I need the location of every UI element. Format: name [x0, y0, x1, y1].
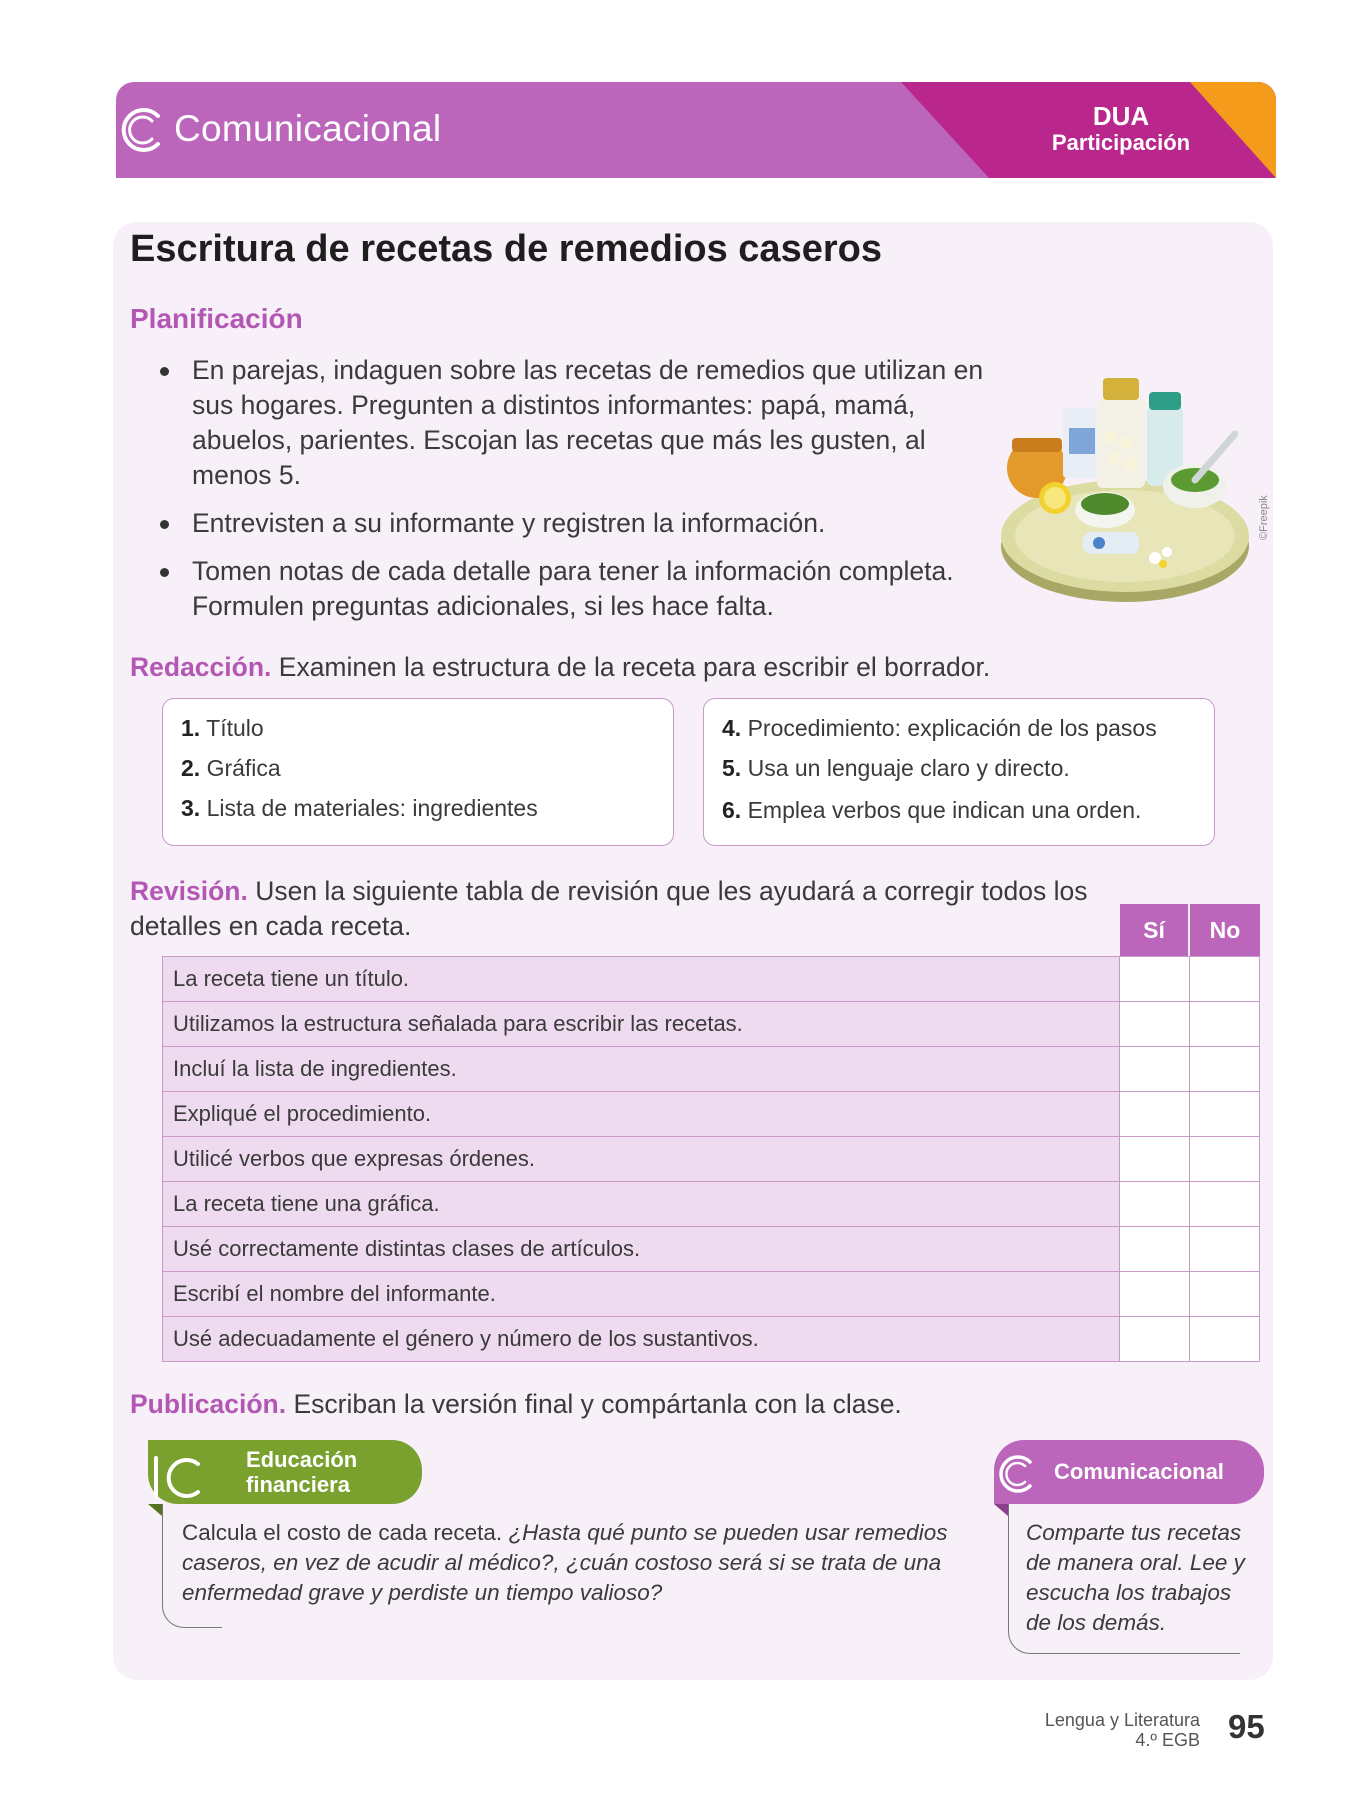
checkbox-no[interactable]	[1190, 1002, 1260, 1047]
checkbox-no[interactable]	[1190, 1317, 1260, 1362]
list-item: Entrevisten a su informante y registren la información.	[160, 506, 990, 541]
dua-badge	[1026, 102, 1216, 156]
drafting-text: Examinen la estructura de la receta para escribir el borrador.	[278, 652, 991, 682]
drafting-paragraph	[130, 650, 1180, 685]
checkbox-no[interactable]	[1190, 1092, 1260, 1137]
checkbox-yes[interactable]	[1120, 1182, 1190, 1227]
checkbox-no[interactable]	[1190, 1137, 1260, 1182]
column-header-yes: Sí	[1120, 904, 1188, 956]
list-item: 2. Gráfica	[181, 755, 281, 781]
revision-paragraph	[130, 874, 1110, 944]
checkbox-yes[interactable]	[1120, 1002, 1190, 1047]
planning-heading: Planificación	[130, 303, 303, 334]
communication-text: Comparte tus recetas de manera oral. Lee y escucha los trabajos de los demás.	[1026, 1520, 1245, 1635]
list-item: 5. Usa un lenguaje claro y directo.	[722, 755, 1070, 781]
table-row: La receta tiene un título.	[163, 957, 1260, 1002]
list-item: 1. Título	[181, 715, 264, 741]
drafting-heading: Redacción.	[130, 652, 272, 682]
list-item: 4. Procedimiento: explicación de los pasos	[722, 715, 1157, 741]
checkbox-no[interactable]	[1190, 1182, 1260, 1227]
footer-grade: 4.º EGB	[1135, 1730, 1200, 1750]
checkbox-yes[interactable]	[1120, 1047, 1190, 1092]
list-item: Tomen notas de cada detalle para tener la información completa. Formulen preguntas adicionales, si les hace falta.	[160, 554, 990, 624]
list-item: En parejas, indaguen sobre las recetas de remedios que utilizan en sus hogares. Pregunten a distintos informantes: papá, mamá, abuelos, parientes. Escojan las recetas que más les gusten, al menos 5.	[160, 353, 990, 493]
checkbox-yes[interactable]	[1120, 957, 1190, 1002]
page-footer	[980, 1710, 1200, 1750]
financial-education-tag: Educación financiera	[148, 1440, 422, 1504]
dua-sub: Participación	[1051, 130, 1191, 155]
checkbox-no[interactable]	[1190, 1272, 1260, 1317]
ic-logo-icon	[150, 1452, 210, 1504]
c-logo-icon	[116, 104, 172, 156]
footer-subject: Lengua y Literatura	[1044, 1710, 1200, 1730]
header-banner	[116, 82, 1276, 178]
dua-label: DUA	[1092, 101, 1150, 131]
table-row: Escribí el nombre del informante.	[163, 1272, 1260, 1317]
checkbox-no[interactable]	[1190, 1047, 1260, 1092]
table-row: Usé adecuadamente el género y número de los sustantivos.	[163, 1317, 1260, 1362]
structure-box-right	[703, 698, 1215, 846]
publication-text: Escriban la versión final y compártanla con la clase.	[293, 1389, 902, 1419]
table-row: Utilizamos la estructura señalada para escribir las recetas.	[163, 1002, 1260, 1047]
financial-text: Calcula el costo de cada receta.	[182, 1520, 509, 1545]
list-item: 3. Lista de materiales: ingredientes	[181, 795, 538, 821]
financial-question: ¿Hasta qué punto se pueden usar remedios caseros, en vez de acudir al médico?, ¿cuán costoso será si se trata de una enfermedad grave y perdiste un tiempo valioso?	[182, 1520, 948, 1605]
checkbox-no[interactable]	[1190, 1227, 1260, 1272]
publication-heading: Publicación.	[130, 1389, 287, 1419]
revision-table	[162, 956, 1260, 1362]
table-row: Usé correctamente distintas clases de artículos.	[163, 1227, 1260, 1272]
page-number: 95	[1228, 1708, 1265, 1745]
communication-note	[1026, 1518, 1256, 1638]
communication-tag: Comunicacional	[994, 1440, 1264, 1504]
checkbox-yes[interactable]	[1120, 1317, 1190, 1362]
financial-note	[182, 1518, 952, 1608]
column-header-no: No	[1190, 904, 1260, 956]
image-credit: ©Freepik	[1258, 495, 1270, 540]
page-title: Escritura de recetas de remedios caseros	[130, 228, 882, 270]
list-item: 6. Emplea verbos que indican una orden.	[722, 797, 1142, 823]
home-remedies-illustration	[995, 368, 1253, 608]
table-row: Utilicé verbos que expresas órdenes.	[163, 1137, 1260, 1182]
revision-text: Usen la siguiente tabla de revisión que les ayudará a corregir todos los detalles en cada receta.	[130, 876, 1088, 941]
table-row: Expliqué el procedimiento.	[163, 1092, 1260, 1137]
planning-list	[160, 353, 990, 637]
checkbox-no[interactable]	[1190, 957, 1260, 1002]
publication-paragraph	[130, 1387, 1180, 1422]
table-row: Incluí la lista de ingredientes.	[163, 1047, 1260, 1092]
banner-title: Comunicacional	[174, 108, 442, 149]
revision-heading: Revisión.	[130, 876, 248, 906]
checkbox-yes[interactable]	[1120, 1092, 1190, 1137]
checkbox-yes[interactable]	[1120, 1272, 1190, 1317]
structure-box-left	[162, 698, 674, 846]
checkbox-yes[interactable]	[1120, 1227, 1190, 1272]
checkbox-yes[interactable]	[1120, 1137, 1190, 1182]
c-logo-icon	[994, 1452, 1040, 1496]
table-row: La receta tiene una gráfica.	[163, 1182, 1260, 1227]
